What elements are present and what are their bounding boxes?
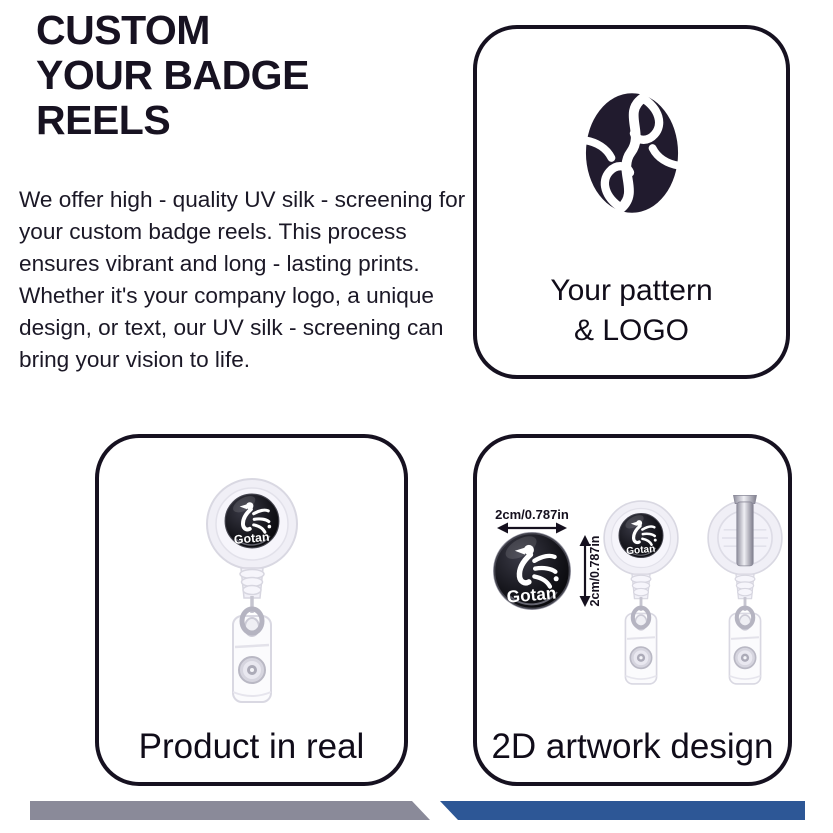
footer-stripe-gray-segment [30, 801, 430, 820]
badge-reel-photo-illustration [186, 474, 318, 710]
height-dimension-label: 2cm/0.787in [588, 535, 602, 607]
footer-stripe [0, 801, 833, 820]
pattern-card-caption [550, 271, 712, 351]
intro-paragraph: We offer high - quality UV silk - screening for your custom badge reels. This process ensures vibrant and long - lasting prints. Whether it's your company logo, a unique design, or text, our UV silk - screening can bring your vision to life. [19, 186, 466, 372]
product-real-card [95, 434, 408, 786]
s-shape-logo-icon [583, 89, 681, 217]
brand-disc-icon [494, 532, 570, 609]
badge-reel-front-illustration [604, 501, 678, 684]
page-title-line1: CUSTOM [36, 7, 210, 53]
artwork-design-card [473, 434, 792, 786]
pattern-caption-line1: Your pattern [550, 274, 713, 307]
height-dimension-arrow [580, 535, 603, 607]
product-card-caption: Product in real [138, 727, 365, 766]
badge-reel-back-illustration [708, 495, 782, 684]
width-dimension-arrow [495, 507, 569, 534]
page-title [36, 8, 309, 143]
page-title-line2: YOUR BADGE [36, 52, 309, 98]
footer-stripe-blue-segment [440, 801, 805, 820]
artwork-card-caption: 2D artwork design [491, 727, 774, 766]
pattern-logo-card [473, 25, 790, 379]
pattern-caption-line2: & LOGO [573, 314, 690, 347]
page-title-line3: REELS [36, 97, 171, 143]
width-dimension-label: 2cm/0.787in [495, 507, 569, 522]
